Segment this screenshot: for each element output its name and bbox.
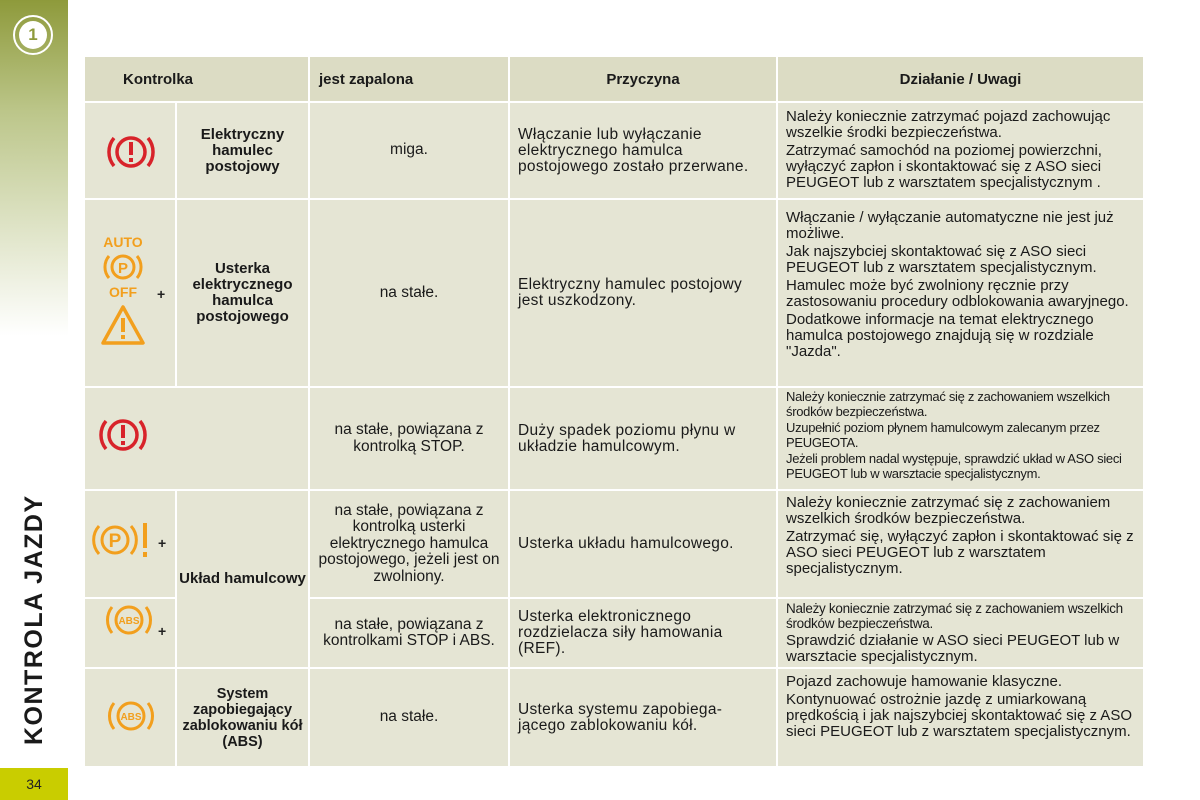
plus-sign: + — [158, 535, 167, 551]
action-text: Należy koniecznie zatrzymać się z zachowaniem wszelkich środków bezpieczeństwa. — [786, 494, 1111, 527]
icon-cell — [85, 599, 175, 667]
row-when: na stałe. — [310, 200, 508, 386]
row-name-epb-fault: Usterka elektrycznego hamulca postojowego — [177, 200, 308, 386]
chapter-title: KONTROLA JAZDY — [20, 494, 48, 745]
row-when: miga. — [310, 103, 508, 198]
header-dzialanie: Działanie / Uwagi — [778, 57, 1143, 101]
action-text: Sprawdzić działanie w ASO sieci PEUGEOT lub w warsztacie specjalistycznym. — [786, 632, 1120, 665]
header-jest-zapalona: jest zapalona — [310, 57, 508, 101]
action-text: Włączanie / wyłączanie automatyczne nie jest już możliwe. — [786, 209, 1114, 242]
icon-cell — [85, 669, 175, 766]
row-actions — [778, 491, 1143, 597]
svg-text:P: P — [108, 531, 122, 552]
row-cause: Usterka systemu zapobiega-jącego zablokowaniu kół. — [510, 669, 776, 766]
action-text: Zatrzymać się, wyłączyć zapłon i skontaktować się z ASO sieci PEUGEOT lub z warsztatem specjalistycznym. — [786, 528, 1134, 577]
plus-sign: + — [157, 286, 166, 302]
row-when: na stałe, powiązana z kontrolką STOP. — [310, 388, 508, 489]
row-cause: Usterka elektronicznego rozdzielacza siły hamowania (REF). — [510, 599, 776, 667]
plus-sign: + — [158, 623, 167, 639]
action-text: Należy koniecznie zatrzymać się z zachowaniem wszelkich środków bezpieczeństwa. — [786, 389, 1110, 419]
chapter-number: 1 — [28, 25, 38, 44]
action-text: Pojazd zachowuje hamowanie klasyczne. — [786, 673, 1062, 690]
abs-icon — [105, 695, 157, 737]
action-text: Hamulec może być zwolniony ręcznie przy zastosowaniu procedury odblokowania awaryjnego. — [786, 277, 1129, 310]
row-name-abs: System zapobiegający zablokowaniu kół (ABS) — [177, 669, 308, 766]
row-when: na stałe, powiązana z kontrolką usterki elektrycznego hamulca postojowego, jeżeli jest on zwolniony. — [310, 491, 508, 597]
row-actions — [778, 599, 1143, 667]
icon-cell — [85, 103, 175, 198]
action-text: Kontynuować ostrożnie jazdę z umiarkowaną prędkością i jak najszybciej skontaktować się z ASO sieci PEUGEOT lub z warsztatem specjalistycznym. — [786, 691, 1132, 740]
header-kontrolka: Kontrolka — [85, 57, 308, 101]
abs-icon — [103, 599, 155, 641]
icon-cell — [85, 200, 175, 386]
off-label: OFF — [109, 284, 137, 300]
row-actions — [778, 388, 1143, 489]
svg-text:P: P — [117, 260, 129, 277]
row-name-epb: Elektryczny hamulec postojowy — [177, 103, 308, 198]
action-text: Jak najszybciej skontaktować się z ASO sieci PEUGEOT lub z warsztatem specjalistycznym. — [786, 243, 1097, 276]
action-text: Dodatkowe informacje na temat elektrycznego hamulca postojowego znajdują się w rozdziale "Jazda". — [786, 311, 1094, 360]
brake-warning-icon — [97, 412, 149, 458]
row-actions — [778, 103, 1143, 198]
chapter-badge — [13, 15, 53, 55]
action-text: Należy koniecznie zatrzymać pojazd zachowując wszelkie środki bezpieczeństwa. — [786, 108, 1111, 141]
row-actions — [778, 669, 1143, 766]
row-name-brake-system: Układ hamulcowy — [177, 491, 308, 667]
parking-brake-fault-icon — [91, 517, 155, 563]
action-text: Należy koniecznie zatrzymać się z zachowaniem wszelkich środków bezpieczeństwa. — [786, 601, 1123, 631]
header-przyczyna: Przyczyna — [510, 57, 776, 101]
row-cause: Elektryczny hamulec postojowy jest uszkodzony. — [510, 200, 776, 386]
abs-label: ABS — [118, 616, 140, 627]
row-cause: Usterka układu hamulcowego. — [510, 491, 776, 597]
row-cause: Włączanie lub wyłączanie elektrycznego hamulca postojowego zostało przerwane. — [510, 103, 776, 198]
row-when: na stałe, powiązana z kontrolkami STOP i ABS. — [310, 599, 508, 667]
icon-cell — [85, 491, 175, 597]
row-cause: Duży spadek poziomu płynu w układzie hamulcowym. — [510, 388, 776, 489]
action-text: Jeżeli problem nadal występuje, sprawdzić układ w ASO sieci PEUGEOT lub w warsztacie specjalistycznym. — [786, 451, 1122, 481]
icon-cell — [85, 388, 308, 489]
abs-label: ABS — [120, 712, 142, 723]
row-when: na stałe. — [310, 669, 508, 766]
action-text: Uzupełnić poziom płynem hamulcowym zalecanym przez PEUGEOTA. — [786, 420, 1100, 450]
brake-warning-icon — [105, 129, 157, 175]
warning-triangle-icon — [100, 304, 146, 346]
row-actions — [778, 200, 1143, 386]
auto-label: AUTO — [103, 234, 143, 250]
action-text: Zatrzymać samochód na poziomej powierzchni, wyłączyć zapłon i skontaktować się z ASO sieci PEUGEOT lub z warsztatem specjalistycznym . — [786, 142, 1102, 191]
page-number: 34 — [0, 768, 68, 800]
auto-off-parking-icon — [97, 234, 149, 300]
